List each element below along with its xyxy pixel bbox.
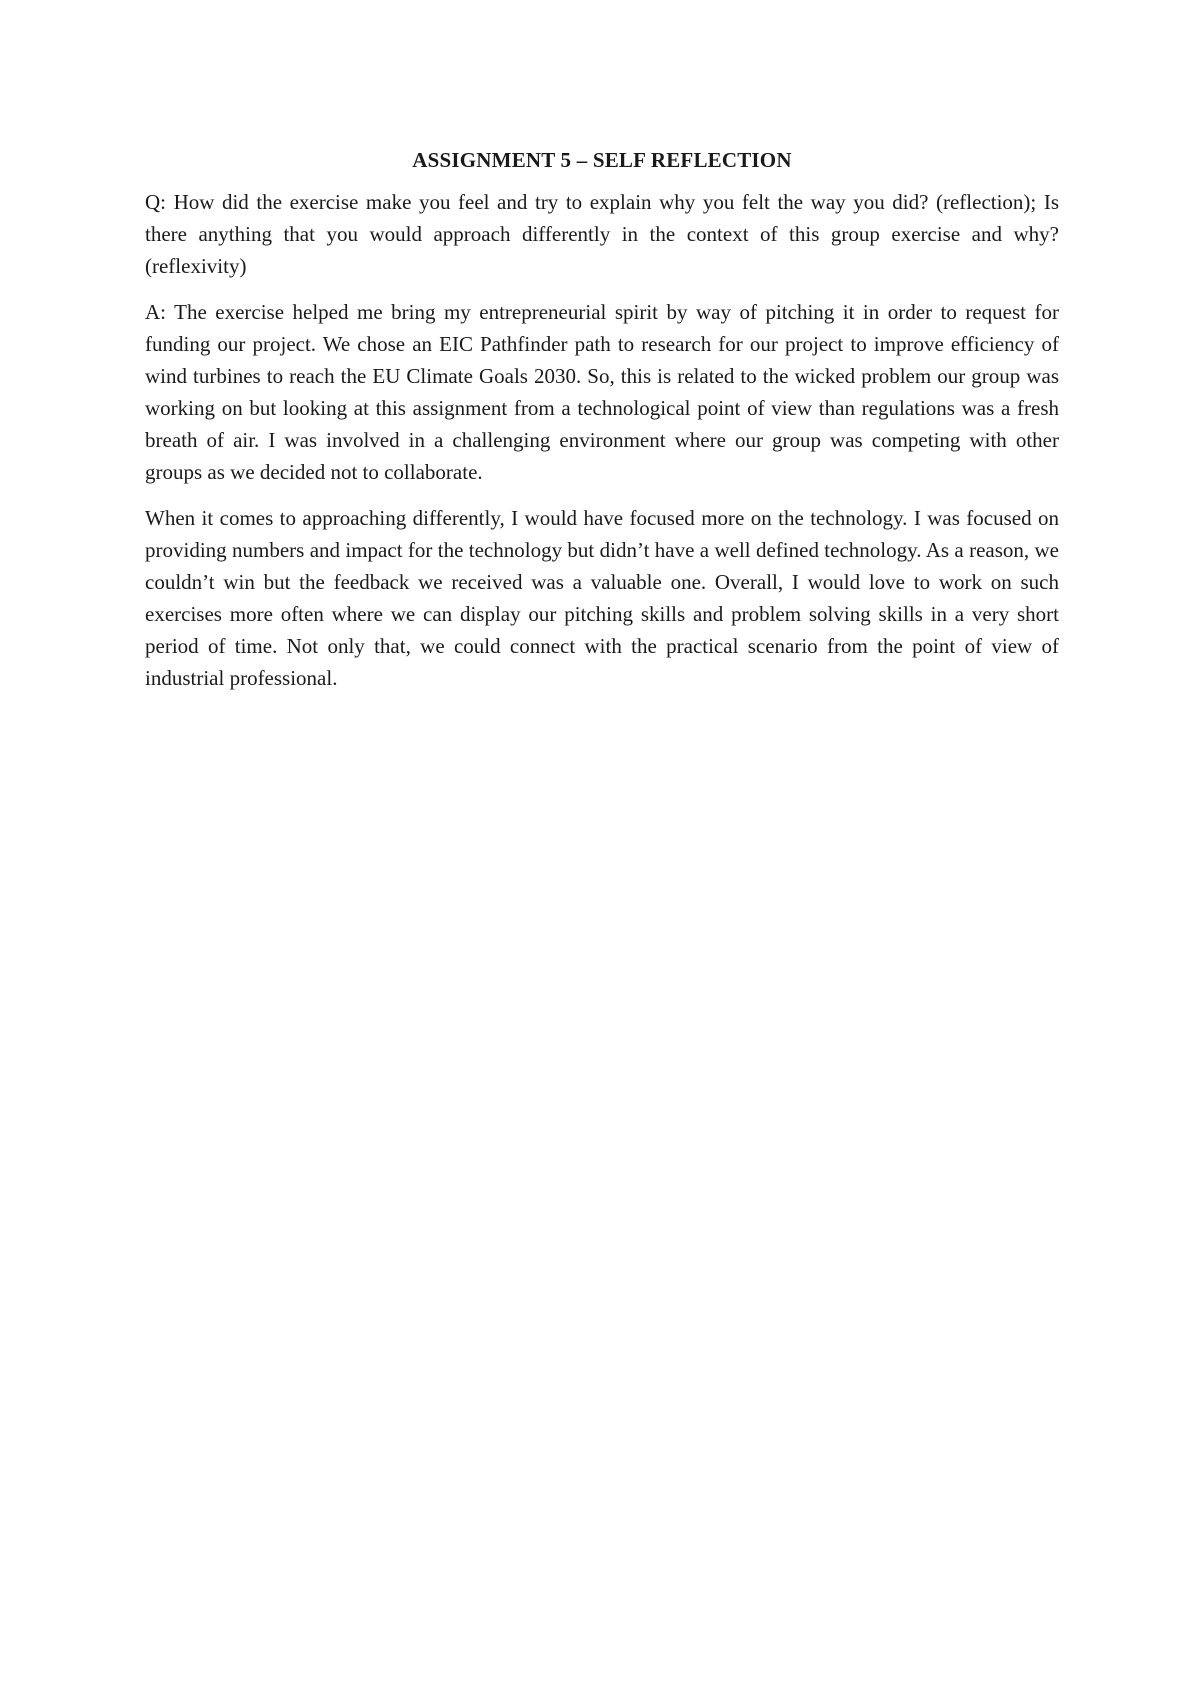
answer-paragraph-2: When it comes to approaching differently, I would have focused more on the technology. I was focused on providing numbers and impact for the technology but didn’t have a well defined technology. As a reason, we couldn’t win but the feedback we received was a valuable one. Overall, I would love to work on such exercises more often where we can display our pitching skills and problem solving skills in a very short period of time. Not only that, we could connect with the practical scenario from the point of view of industrial professional.	[145, 506, 1059, 690]
document-title: ASSIGNMENT 5 – SELF REFLECTION	[412, 148, 792, 172]
answer-paragraph-1: A: The exercise helped me bring my entrepreneurial spirit by way of pitching it in order to request for funding our project. We chose an EIC Pathfinder path to research for our project to improve efficiency of wind turbines to reach the EU Climate Goals 2030. So, this is related to the wicked problem our group was working on but looking at this assignment from a technological point of view than regulations was a fresh breath of air. I was involved in a challenging environment where our group was competing with other groups as we decided not to collaborate.	[145, 300, 1059, 484]
document-body	[145, 144, 1059, 708]
question-paragraph: Q: How did the exercise make you feel and try to explain why you felt the way you did? (reflection); Is there anything that you would approach differently in the context of this group exercise and why? (reflexivity)	[145, 190, 1059, 278]
